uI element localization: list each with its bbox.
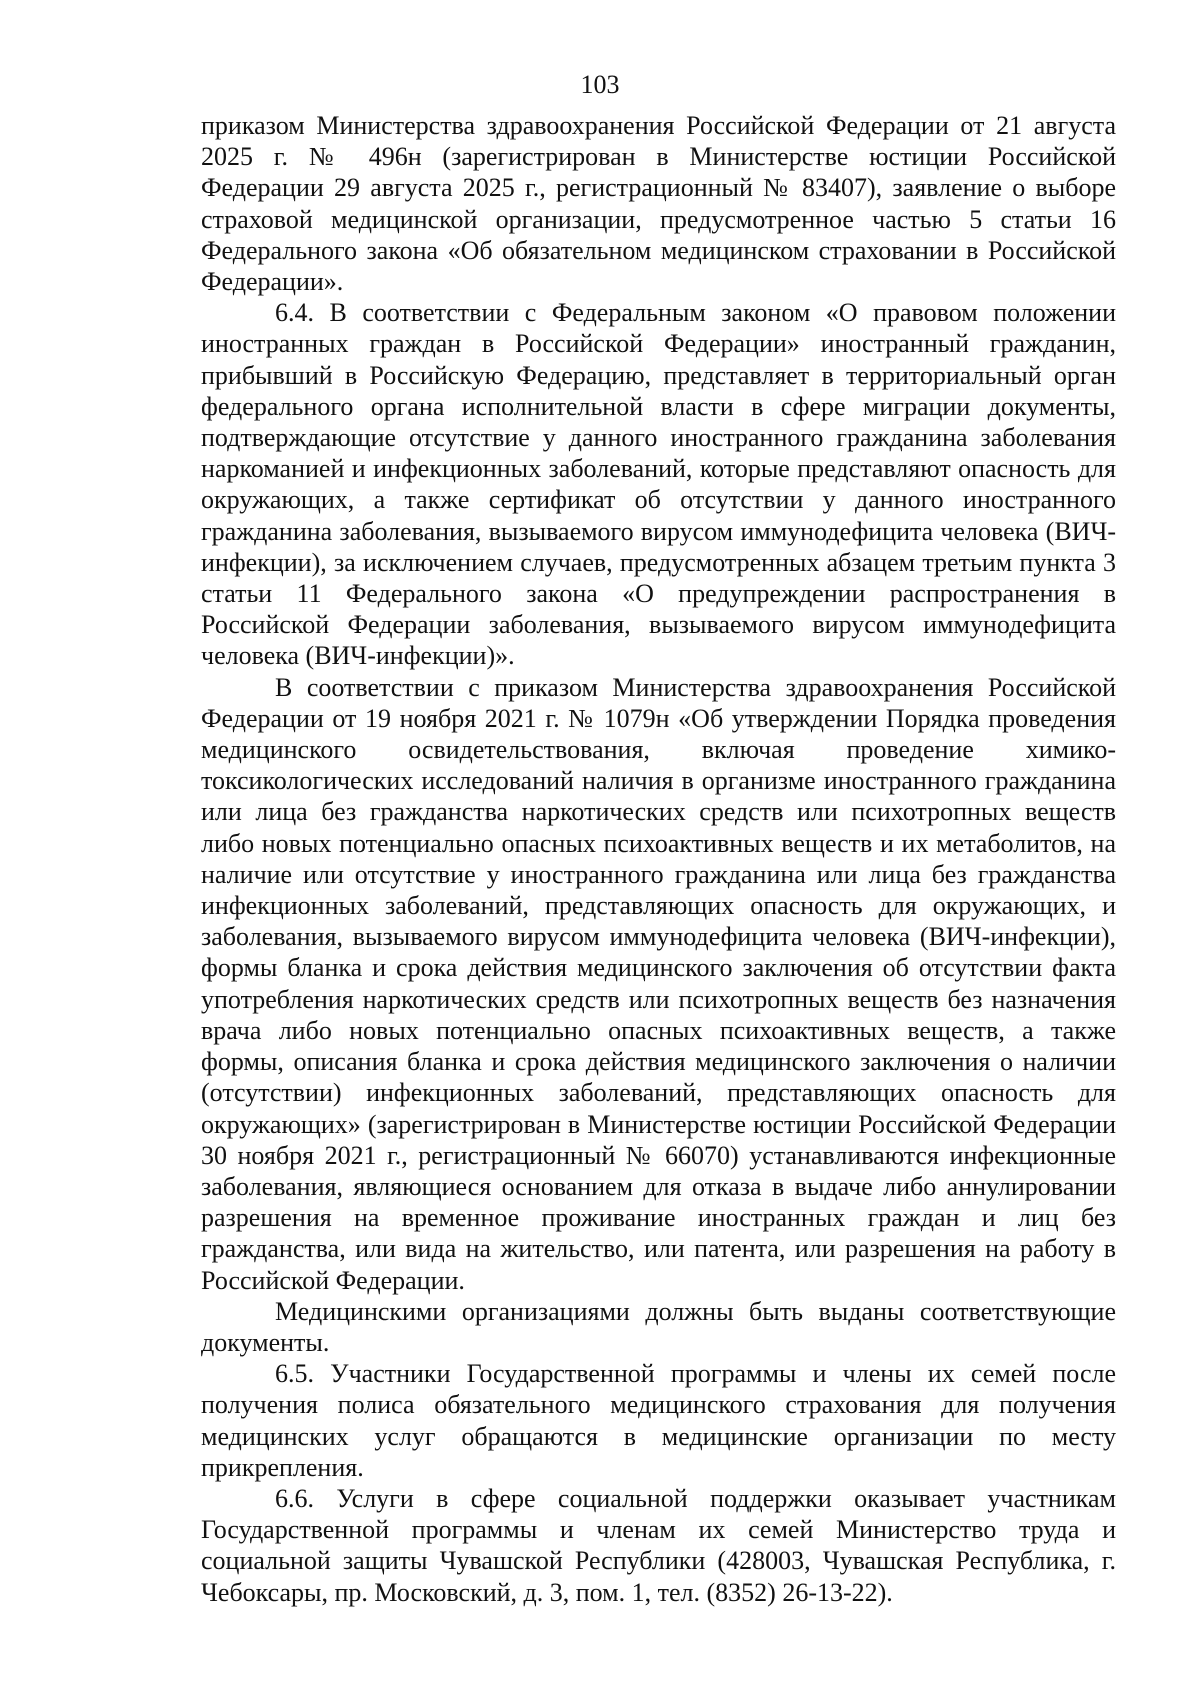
document-body	[201, 110, 1116, 1608]
paragraph-medical-documents: Медицинскими организациями должны быть выданы соответствующие документы.	[201, 1296, 1116, 1357]
paragraph-6-4: 6.4. В соответствии с Федеральным законом «О правовом положении иностранных граждан в Российской Федерации» иностранный гражданин, прибывший в Российскую Федерацию, представляет в территориальный орган федерального органа исполнительной власти в сфере миграции документы, подтверждающие отсутствие у данного иностранного гражданина заболевания наркоманией и инфекционных заболеваний, которые представляют опасность для окружающих, а также сертификат об отсутствии у данного иностранного гражданина заболевания, вызываемого вирусом иммунодефицита человека (ВИЧ-инфекции), за исключением случаев, предусмотренных абзацем третьим пункта 3 статьи 11 Федерального закона «О предупреждении распространения в Российской Федерации заболевания, вызываемого вирусом иммунодефицита человека (ВИЧ-инфекции)».	[201, 298, 1116, 671]
paragraph-6-6: 6.6. Услуги в сфере социальной поддержки оказывает участникам Государственной программы и членам их семей Министерство труда и социальной защиты Чувашской Республики (428003, Чувашская Республика, г. Чебоксары, пр. Московский, д. 3, пом. 1, тел. (8352) 26-13-22).	[201, 1483, 1116, 1607]
paragraph-6-5: 6.5. Участники Государственной программы и члены их семей после получения полиса обязательного медицинского страхования для получения медицинских услуг обращаются в медицинские организации по месту прикрепления.	[201, 1359, 1116, 1482]
paragraph-order-1079n: В соответствии с приказом Министерства здравоохранения Российской Федерации от 19 ноября 2021 г. № 1079н «Об утверждении Порядка проведения медицинского освидетельствования, включая проведение химико-токсикологических исследований наличия в организме иностранного гражданина или лица без гражданства наркотических средств или психотропных веществ либо новых потенциально опасных психоактивных веществ и их метаболитов, на наличие или отсутствие у иностранного гражданина или лица без гражданства инфекционных заболеваний, представляющих опасность для окружающих, и заболевания, вызываемого вирусом иммунодефицита человека (ВИЧ-инфекции), формы бланка и срока действия медицинского заключения об отсутствии факта употребления наркотических средств или психотропных веществ без назначения врача либо новых потенциально опасных психоактивных веществ, а также формы, описания бланка и срока действия медицинского заключения о наличии (отсутствии) инфекционных заболеваний, представляющих опасность для окружающих» (зарегистрирован в Министерстве юстиции Российской Федерации 30 ноября 2021 г., регистрационный № 66070) устанавливаются инфекционные заболевания, являющиеся основанием для отказа в выдаче либо аннулировании разрешения на временное проживание иностранных граждан и лиц без гражданства, или вида на жительство, или патента, или разрешения на работу в Российской Федерации.	[201, 672, 1116, 1295]
paragraph-order-496n-continuation: приказом Министерства здравоохранения Российской Федерации от 21 августа 2025 г. № 496н (зарегистрирован в Министерстве юстиции Российской Федерации 29 августа 2025 г., регистрационный № 83407), заявление о выборе страховой медицинской организации, предусмотренное частью 5 статьи 16 Федерального закона «Об обязательном медицинском страховании в Российской Федерации».	[201, 111, 1116, 297]
page-number: 103	[580, 70, 620, 99]
